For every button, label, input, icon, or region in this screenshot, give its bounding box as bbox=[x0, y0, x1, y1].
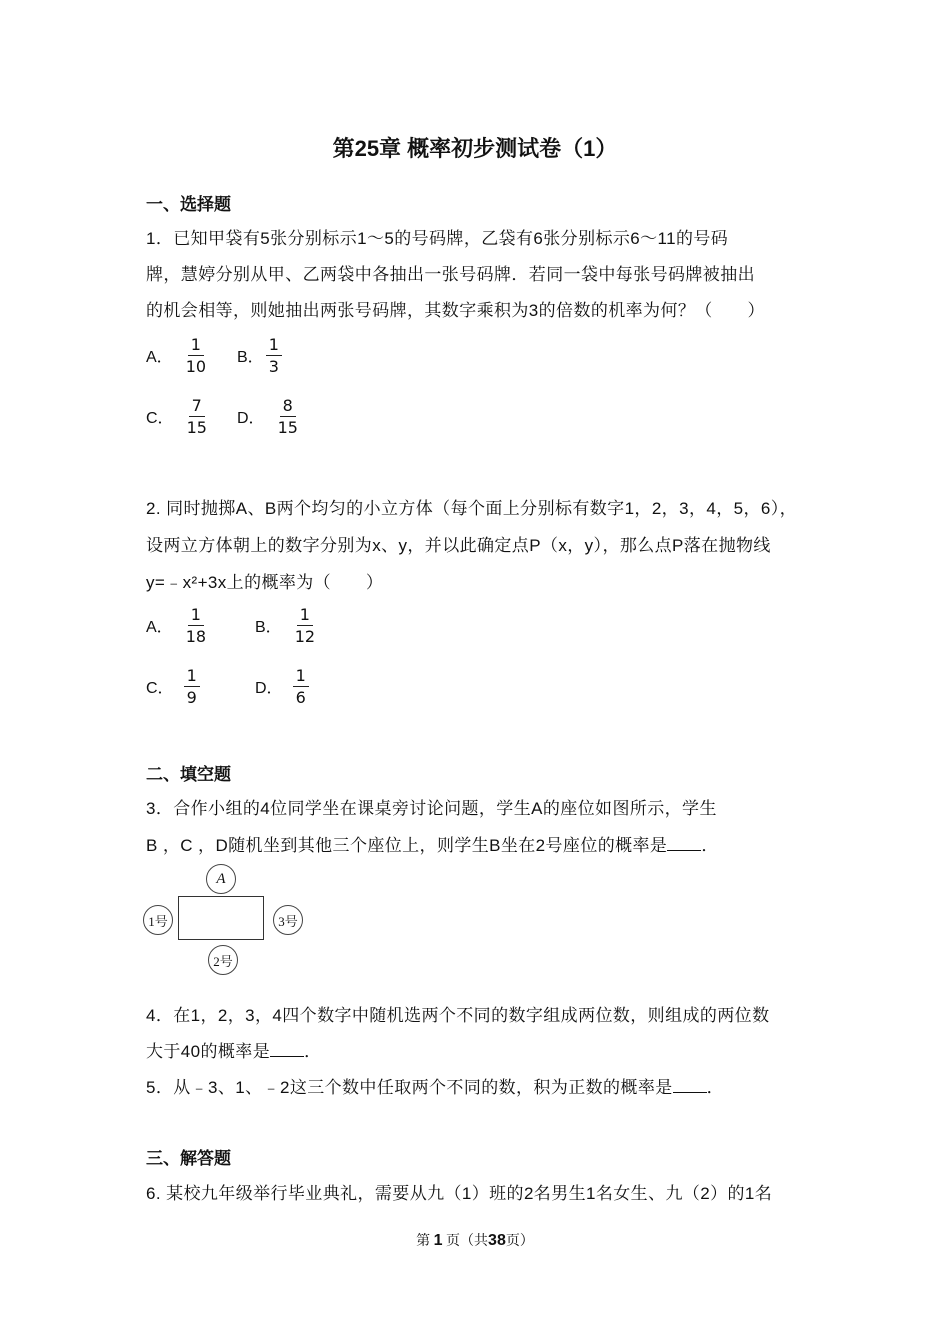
q2-option-d bbox=[255, 667, 309, 706]
seat-1: 1号 bbox=[143, 905, 173, 935]
numerator: 1 bbox=[293, 667, 309, 687]
fraction bbox=[266, 336, 282, 375]
q1-line-3: 的机会相等，则她抽出两张号码牌，其数字乘积为3的倍数的机率为何？（ ） bbox=[146, 301, 765, 320]
fraction bbox=[184, 397, 210, 436]
numerator: 1 bbox=[188, 336, 204, 356]
answer-blank bbox=[667, 836, 701, 851]
answer-blank bbox=[270, 1042, 304, 1057]
q2-line-3: y=﹣x²+3x上的概率为（ ） bbox=[146, 573, 384, 592]
q3-line-1: 3．合作小组的4位同学坐在课桌旁讨论问题，学生A的座位如图所示，学生 bbox=[146, 799, 717, 818]
option-label: D． bbox=[237, 410, 265, 427]
option-label: B． bbox=[237, 349, 264, 366]
option-label: C． bbox=[146, 410, 174, 427]
denominator: 15 bbox=[277, 418, 298, 437]
denominator: 3 bbox=[268, 357, 279, 376]
desk-rectangle bbox=[178, 896, 264, 940]
denominator: 9 bbox=[186, 688, 197, 707]
q1-line-1: 1．已知甲袋有5张分别标示1～5的号码牌，乙袋有6张分别标示6～11的号码 bbox=[146, 229, 729, 248]
q2-line-1: 2. 同时抛掷A、B两个均匀的小立方体（每个面上分别标有数字1，2，3，4，5，6）， bbox=[146, 499, 798, 518]
numerator: 1 bbox=[266, 336, 282, 356]
numerator: 8 bbox=[280, 397, 296, 417]
seat-2: 2号 bbox=[208, 945, 238, 975]
numerator: 1 bbox=[184, 667, 200, 687]
footer-prefix: 第 bbox=[416, 1234, 431, 1249]
page-footer bbox=[0, 1230, 950, 1250]
footer-middle: 页（共 bbox=[446, 1234, 489, 1249]
answer-blank bbox=[673, 1078, 707, 1093]
page-title: 第25章 概率初步测试卷（1） bbox=[332, 136, 618, 161]
q2-option-c bbox=[146, 667, 200, 706]
q1-option-c bbox=[146, 397, 210, 436]
denominator: 15 bbox=[186, 418, 207, 437]
option-label: A． bbox=[146, 349, 173, 366]
denominator: 6 bbox=[295, 688, 306, 707]
q3-line-2 bbox=[146, 831, 719, 856]
fraction bbox=[184, 667, 200, 706]
q3-line-2-end: ． bbox=[701, 836, 719, 855]
q6-line-1: 6. 某校九年级举行毕业典礼，需要从九（1）班的2名男生1名女生、九（2）的1名 bbox=[146, 1184, 773, 1203]
footer-total-pages: 38 bbox=[488, 1232, 506, 1249]
option-label: B． bbox=[255, 619, 282, 636]
numerator: 1 bbox=[188, 606, 204, 626]
q4-line-1: 4．在1，2，3，4四个数字中随机选两个不同的数字组成两位数，则组成的两位数 bbox=[146, 1006, 770, 1025]
fraction bbox=[292, 606, 318, 645]
numerator: 7 bbox=[189, 397, 205, 417]
numerator: 1 bbox=[297, 606, 313, 626]
q2-option-b bbox=[255, 606, 318, 645]
q5-line-1-text: 5．从﹣3、1、﹣2这三个数中任取两个不同的数，积为正数的概率是 bbox=[146, 1078, 673, 1097]
denominator: 10 bbox=[185, 357, 207, 376]
q4-line-2-end: ． bbox=[304, 1042, 322, 1061]
option-label: A． bbox=[146, 619, 173, 636]
fraction bbox=[183, 606, 209, 645]
option-label: D． bbox=[255, 680, 283, 697]
q5-line-1-end: ． bbox=[706, 1078, 725, 1097]
q2-line-2: 设两立方体朝上的数字分别为x、y，并以此确定点P（x，y），那么点P落在抛物线 bbox=[146, 536, 771, 555]
q1-option-a bbox=[146, 336, 209, 375]
q1-option-d bbox=[237, 397, 301, 436]
q1-option-b bbox=[237, 336, 282, 375]
footer-page-number: 1 bbox=[433, 1232, 443, 1249]
denominator: 12 bbox=[294, 627, 316, 646]
q1-line-2: 牌，慧婷分别从甲、乙两袋中各抽出一张号码牌．若同一袋中每张号码牌被抽出 bbox=[146, 265, 755, 284]
option-label: C． bbox=[146, 680, 174, 697]
q4-line-2 bbox=[146, 1037, 322, 1062]
seat-a: A bbox=[206, 864, 236, 894]
denominator: 18 bbox=[185, 627, 207, 646]
q3-line-2-text: B ，C ，D随机坐到其他三个座位上，则学生B坐在2号座位的概率是 bbox=[146, 836, 668, 855]
seat-3: 3号 bbox=[273, 905, 303, 935]
footer-suffix: 页） bbox=[505, 1234, 534, 1249]
section-heading-fill: 二、填空题 bbox=[146, 765, 231, 784]
q4-line-2-text: 大于40的概率是 bbox=[146, 1042, 271, 1061]
fraction bbox=[293, 667, 309, 706]
fraction bbox=[183, 336, 209, 375]
section-heading-choice: 一、选择题 bbox=[146, 195, 231, 214]
q2-option-a bbox=[146, 606, 209, 645]
q5-line-1 bbox=[146, 1073, 724, 1098]
section-heading-answer: 三、解答题 bbox=[146, 1149, 231, 1168]
fraction bbox=[275, 397, 301, 436]
